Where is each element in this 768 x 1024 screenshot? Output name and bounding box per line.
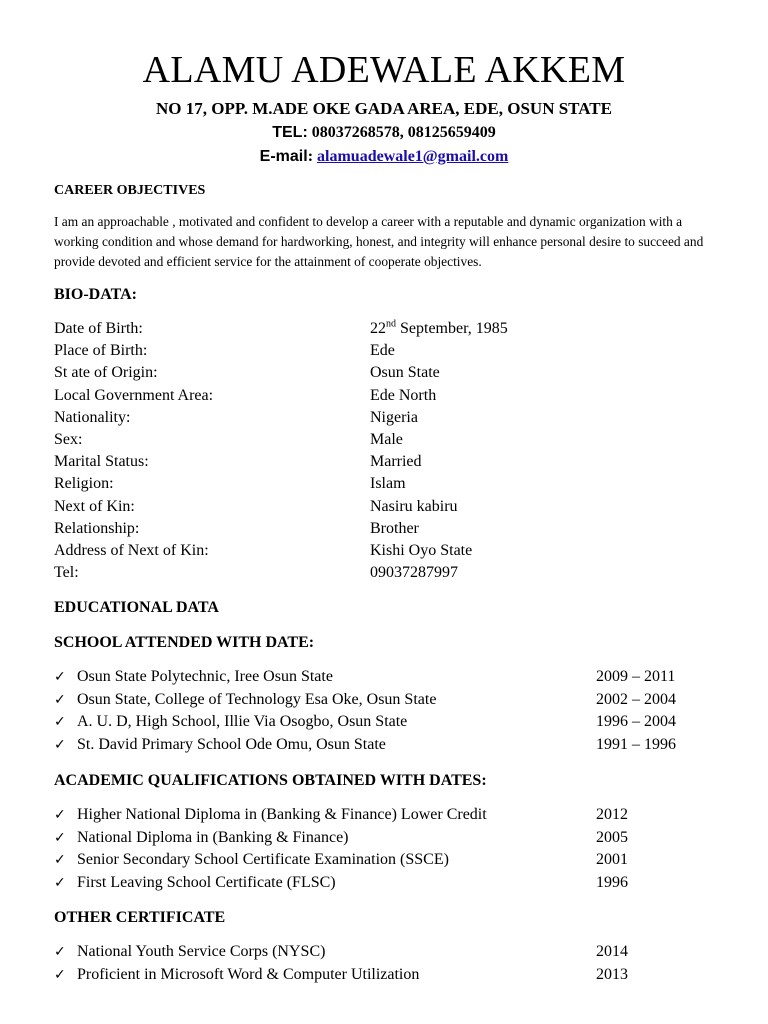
school-item-date: 2002 – 2004 <box>596 690 676 708</box>
career-objectives-heading: CAREER OBJECTIVES <box>54 183 206 198</box>
biodata-row <box>54 318 674 340</box>
checkmark-icon: ✓ <box>54 736 66 753</box>
checkmark-icon: ✓ <box>54 966 66 983</box>
checkmark-icon: ✓ <box>54 807 66 823</box>
school-item-date: 1996 – 2004 <box>596 713 676 730</box>
qualification-item-date: 1996 <box>596 873 628 891</box>
school-item-date: 2009 – 2011 <box>596 668 676 685</box>
qualifications-heading: ACADEMIC QUALIFICATIONS OBTAINED WITH DATES: <box>54 772 487 789</box>
biodata-label: Relationship: <box>54 519 140 537</box>
qualification-item-date: 2012 <box>596 806 628 823</box>
checkmark-icon: ✓ <box>54 714 66 730</box>
biodata-heading: BIO-DATA: <box>54 286 137 303</box>
biodata-row <box>54 429 674 451</box>
school-item-date: 1991 – 1996 <box>596 735 676 753</box>
biodata-row <box>54 407 674 429</box>
biodata-label: Local Government Area: <box>54 386 214 404</box>
tel-label: TEL: <box>272 124 308 141</box>
checkmark-icon: ✓ <box>54 852 66 868</box>
certificate-item-text: Proficient in Microsoft Word & Computer Utilization <box>77 965 420 983</box>
biodata-row <box>54 540 674 562</box>
certificate-item-date: 2014 <box>596 943 628 960</box>
checkmark-icon: ✓ <box>54 829 66 846</box>
biodata-label: St ate of Origin: <box>54 364 158 382</box>
qualification-item-date: 2005 <box>596 828 628 846</box>
dob-day: 22 <box>370 320 386 337</box>
qualification-item-text: First Leaving School Certificate (FLSC) <box>77 873 336 891</box>
biodata-label: Religion: <box>54 475 114 493</box>
email-label: E-mail <box>259 148 308 165</box>
biodata-table <box>54 318 674 584</box>
school-item-text: A. U. D, High School, Illie Via Osogbo, Osun State <box>77 713 408 730</box>
checkmark-icon: ✓ <box>54 669 66 685</box>
biodata-row <box>54 518 674 540</box>
biodata-row <box>54 385 674 407</box>
biodata-label: Tel: <box>54 564 79 582</box>
email-colon: : <box>307 148 318 165</box>
school-item-text: St. David Primary School Ode Omu, Osun State <box>77 735 386 753</box>
biodata-label: Date of Birth: <box>54 320 143 337</box>
qualification-item <box>54 849 694 872</box>
checkmark-icon: ✓ <box>54 944 66 960</box>
biodata-label: Sex: <box>54 430 83 448</box>
school-item <box>54 711 694 734</box>
biodata-value: Islam <box>370 475 406 493</box>
biodata-value: 09037287997 <box>370 564 458 582</box>
school-item <box>54 734 694 757</box>
biodata-row <box>54 473 674 495</box>
biodata-label: Marital Status: <box>54 453 149 471</box>
biodata-value: Brother <box>370 519 419 537</box>
schools-heading: SCHOOL ATTENDED WITH DATE: <box>54 634 315 651</box>
school-item-text: Osun State Polytechnic, Iree Osun State <box>77 668 333 685</box>
biodata-row <box>54 562 674 584</box>
qualification-item <box>54 827 694 850</box>
schools-list <box>54 666 694 756</box>
qualification-item-text: National Diploma in (Banking & Finance) <box>77 828 349 846</box>
school-item <box>54 666 694 689</box>
other-certificates-list <box>54 941 694 986</box>
other-certificate-heading: OTHER CERTIFICATE <box>54 909 226 926</box>
certificate-item <box>54 941 694 964</box>
school-item <box>54 689 694 712</box>
checkmark-icon: ✓ <box>54 874 66 891</box>
checkmark-icon: ✓ <box>54 691 66 708</box>
biodata-row <box>54 362 674 384</box>
biodata-row <box>54 496 674 518</box>
school-item-text: Osun State, College of Technology Esa Oke, Osun State <box>77 690 437 708</box>
email-link[interactable]: alamuadewale1@gmail.com <box>317 148 509 165</box>
qualification-item-text: Senior Secondary School Certificate Examination (SSCE) <box>77 851 449 868</box>
dob-suffix: nd <box>386 318 396 330</box>
qualification-item <box>54 872 694 895</box>
educational-data-heading: EDUCATIONAL DATA <box>54 599 219 616</box>
biodata-value: Osun State <box>370 364 440 382</box>
qualification-item-date: 2001 <box>596 851 628 868</box>
biodata-row <box>54 451 674 473</box>
applicant-email <box>0 146 768 168</box>
biodata-label: Place of Birth: <box>54 342 148 360</box>
biodata-label: Next of Kin: <box>54 497 135 515</box>
biodata-value <box>370 318 508 340</box>
biodata-value: Married <box>370 453 422 471</box>
dob-rest: September, 1985 <box>396 320 508 337</box>
biodata-value: Ede <box>370 342 395 360</box>
applicant-phone <box>0 122 768 144</box>
biodata-value: Male <box>370 430 403 448</box>
biodata-value: Ede North <box>370 386 437 404</box>
certificate-item-date: 2013 <box>596 965 628 983</box>
applicant-address: NO 17, OPP. M.ADE OKE GADA AREA, EDE, OSUN STATE <box>156 99 612 118</box>
qualification-item-text: Higher National Diploma in (Banking & Finance) Lower Credit <box>77 806 487 823</box>
biodata-value: Nigeria <box>370 408 418 426</box>
qualification-item <box>54 804 694 827</box>
certificate-item-text: National Youth Service Corps (NYSC) <box>77 943 326 960</box>
biodata-row <box>54 340 674 362</box>
biodata-value: Nasiru kabiru <box>370 497 458 515</box>
career-objectives-text: I am an approachable , motivated and confident to develop a career with a reputable and dynamic organization with a working condition and whose demand for hardworking, honest, and integrity will enhance personal desire to succeed and provide devoted and efficient service for the attainment of cooperate objectives. <box>54 214 704 269</box>
tel-value: 08037268578, 08125659409 <box>307 124 496 141</box>
biodata-label: Nationality: <box>54 408 131 426</box>
certificate-item <box>54 964 694 987</box>
biodata-value: Kishi Oyo State <box>370 541 473 559</box>
applicant-name: ALAMU ADEWALE AKKEM <box>142 49 626 91</box>
qualifications-list <box>54 804 694 894</box>
biodata-label: Address of Next of Kin: <box>54 541 209 559</box>
